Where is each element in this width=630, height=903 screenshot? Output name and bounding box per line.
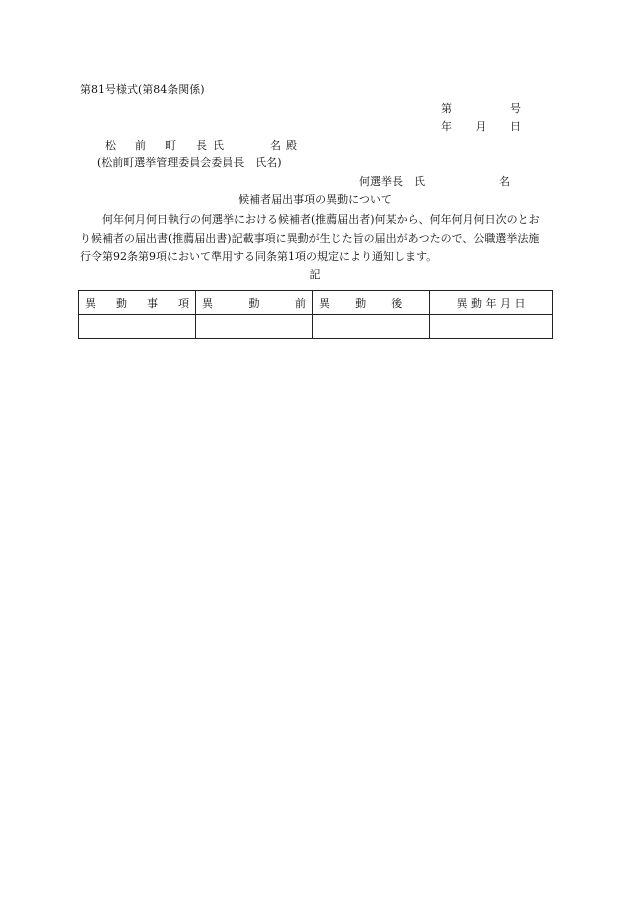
header-char: 異 [85,296,96,310]
addressee-char: 殿 [286,139,297,152]
header-char: 動 [248,296,260,310]
document-number [441,102,521,116]
sender-title: 何選挙長 氏 [359,175,425,188]
addressee-char: 長 [196,139,207,152]
header-char: 異 [319,296,330,310]
addressee-alternate: (松前町選挙管理委員会委員長 氏名) [97,156,282,169]
date-day: 日 [510,120,521,133]
addressee-char: 氏 [213,139,224,152]
addressee-char: 松 [105,139,116,152]
header-change-date: 異 動 年 月 日 [430,291,553,315]
addressee [105,139,297,153]
document-date [441,120,521,134]
header-before-change [196,291,313,315]
body-text: 何年何月何日執行の何選挙における候補者(推薦届出者)何某から、何年何月何日次のとおり候補者の届出書(推薦届出書)記載事項に異動が生じた旨の届出があつたので、公職選挙法施行令第92条第9項において準用する同条第1項の規定により通知します。 [80,213,540,263]
header-char: 前 [295,296,306,310]
header-char: 動 [116,296,127,310]
header-char: 後 [391,296,403,310]
ki-heading: 記 [309,268,321,281]
subject-title: 候補者届出事項の異動について [238,193,392,206]
sender-name-suffix: 名 [499,175,510,188]
table-row [79,315,553,339]
header-after-change [313,291,430,315]
sender [359,175,510,189]
changes-table [78,290,553,339]
addressee-char: 前 [135,139,146,152]
header-char: 異 [202,296,213,310]
addressee-char: 名 [270,139,281,152]
table-cell [196,315,313,339]
header-change-item [79,291,196,315]
table-cell [313,315,430,339]
date-year: 年 [441,120,452,133]
table-cell [79,315,196,339]
header-char: 項 [178,296,189,310]
date-month: 月 [475,120,487,133]
addressee-char: 町 [165,139,176,152]
table-cell [430,315,553,339]
table-header-row [79,291,553,315]
form-number: 第81号様式(第84条関係) [80,83,205,96]
header-char: 動 [355,296,367,310]
header-char: 事 [147,296,158,310]
document-number-prefix: 第 [441,102,452,115]
document-number-suffix: 号 [510,102,521,115]
